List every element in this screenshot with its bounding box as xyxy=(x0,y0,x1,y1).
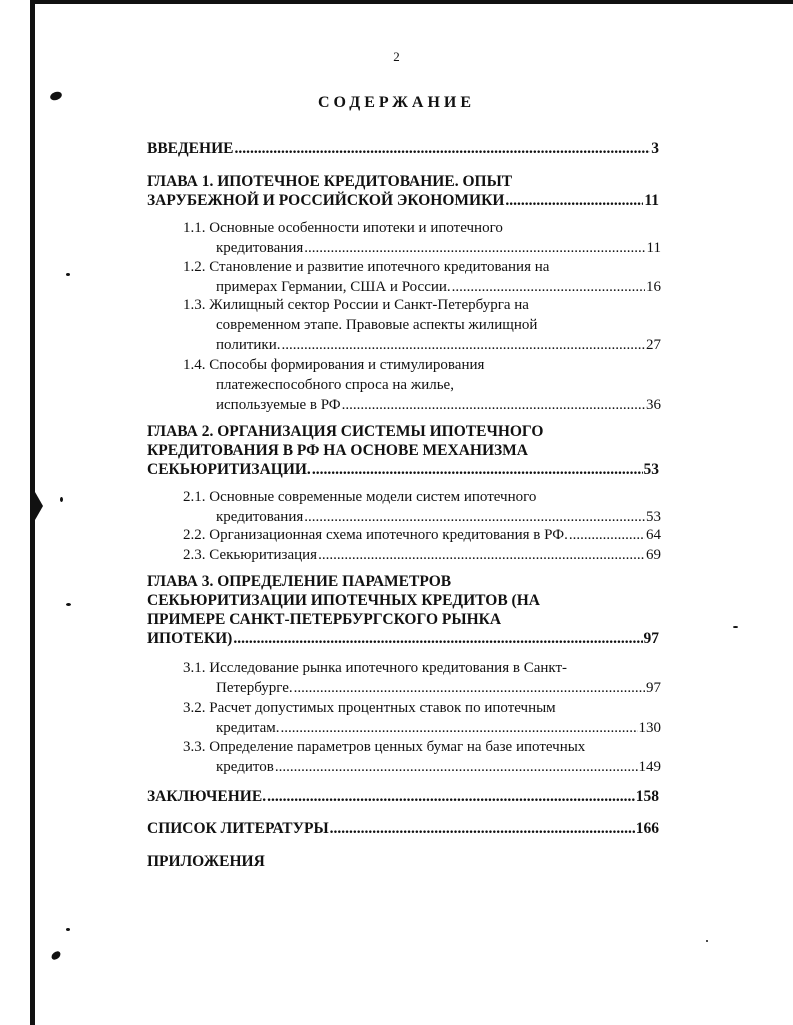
entry-page-number: 130 xyxy=(638,720,661,736)
entry-page-number: 64 xyxy=(646,527,661,543)
entry-title-line: КРЕДИТОВАНИЯ В РФ НА ОСНОВЕ МЕХАНИЗМА xyxy=(147,442,528,459)
entry-page-number: 11 xyxy=(644,192,659,209)
entry-title-line: 3.1. Исследование рынка ипотечного кредитования в Санкт- xyxy=(183,660,568,676)
entry-title-line: 1.2. Становление и развитие ипотечного кредитования на xyxy=(183,259,550,275)
entry-title-line: примерах Германии, США и России. xyxy=(216,279,451,295)
entry-page-number: 166 xyxy=(635,820,659,837)
entry-title-line: СЕКЬЮРИТИЗАЦИИ. xyxy=(147,461,311,478)
entry-title-line: СЕКЬЮРИТИЗАЦИИ ИПОТЕЧНЫХ КРЕДИТОВ (НА xyxy=(147,592,540,609)
dot-leader xyxy=(281,718,638,738)
scan-speck xyxy=(733,626,738,628)
entry-page-number: 11 xyxy=(646,240,661,256)
entry-page-number: 53 xyxy=(643,461,659,478)
entry-title-line: ИПОТЕКИ) xyxy=(147,630,233,647)
entry-page-number: 69 xyxy=(646,547,661,563)
dot-leader xyxy=(452,277,645,297)
entry-title-line: 3.3. Определение параметров ценных бумаг на базе ипотечных xyxy=(183,739,586,755)
entry-title-line: платежеспособного спроса на жилье, xyxy=(216,377,454,393)
toc-entry-section-3-1[interactable] xyxy=(183,658,661,698)
entry-page-number: 3 xyxy=(651,140,659,157)
dot-leader xyxy=(318,545,645,565)
toc-entry-section-2-2[interactable] xyxy=(183,525,661,545)
entry-title: ЗАКЛЮЧЕНИЕ. xyxy=(147,788,267,805)
entry-page-number: 158 xyxy=(635,788,659,805)
toc-entry-chapter-1[interactable] xyxy=(147,172,659,210)
toc-entry-section-1-3[interactable] xyxy=(183,295,661,355)
entry-title-line: современном этапе. Правовые аспекты жилищной xyxy=(216,317,538,333)
scan-notch xyxy=(35,492,43,520)
entry-title-line: ГЛАВА 1. ИПОТЕЧНОЕ КРЕДИТОВАНИЕ. ОПЫТ xyxy=(147,173,513,190)
entry-page-number: 53 xyxy=(646,509,661,525)
dot-leader xyxy=(569,525,645,545)
entry-title-line: кредитования xyxy=(216,240,304,256)
toc-entry-section-1-2[interactable] xyxy=(183,257,661,297)
toc-entry-section-3-2[interactable] xyxy=(183,698,661,738)
entry-title-line: 1.4. Способы формирования и стимулирования xyxy=(183,357,485,373)
dot-leader xyxy=(304,507,645,527)
entry-title-line: политики. xyxy=(216,337,281,353)
toc-entry-chapter-2[interactable] xyxy=(147,422,659,479)
scan-speck xyxy=(66,273,70,276)
dot-leader xyxy=(234,139,650,158)
entry-title-line: ГЛАВА 3. ОПРЕДЕЛЕНИЕ ПАРАМЕТРОВ xyxy=(147,573,452,590)
dot-leader xyxy=(330,819,635,838)
entry-page-number: 149 xyxy=(638,759,661,775)
scan-speck xyxy=(66,928,70,931)
entry-title-line: используемые в РФ xyxy=(216,397,341,413)
dot-leader xyxy=(342,395,645,415)
entry-page-number: 97 xyxy=(643,630,659,647)
toc-entry-appendix[interactable] xyxy=(147,852,659,871)
scan-speck xyxy=(50,950,62,962)
entry-title-line: 1.1. Основные особенности ипотеки и ипотечного xyxy=(183,220,503,236)
dot-leader xyxy=(233,629,642,648)
dot-leader xyxy=(294,678,645,698)
toc-entry-introduction[interactable] xyxy=(147,139,659,158)
entry-title-line: ПРИМЕРЕ САНКТ-ПЕТЕРБУРГСКОГО РЫНКА xyxy=(147,611,502,628)
entry-page-number: 97 xyxy=(646,680,661,696)
scan-speck xyxy=(60,497,63,502)
entry-title-line: 2.3. Секьюритизация xyxy=(183,547,318,563)
scan-speck xyxy=(706,940,708,942)
toc-entry-section-2-3[interactable] xyxy=(183,545,661,565)
entry-title-line: кредитам. xyxy=(216,720,280,736)
entry-page-number: 36 xyxy=(646,397,661,413)
entry-title-line: 3.2. Расчет допустимых процентных ставок по ипотечным xyxy=(183,700,556,716)
entry-title-line: ЗАРУБЕЖНОЙ И РОССИЙСКОЙ ЭКОНОМИКИ xyxy=(147,192,505,209)
entry-title-line: Петербурге. xyxy=(216,680,293,696)
toc-entry-conclusion[interactable] xyxy=(147,787,659,806)
toc-title: СОДЕРЖАНИЕ xyxy=(317,94,476,111)
entry-title: ПРИЛОЖЕНИЯ xyxy=(147,853,265,870)
toc-entry-section-2-1[interactable] xyxy=(183,487,661,527)
entry-title: СПИСОК ЛИТЕРАТУРЫ xyxy=(147,820,329,837)
dot-leader xyxy=(275,757,638,777)
toc-entry-chapter-3[interactable] xyxy=(147,572,659,648)
scan-speck xyxy=(66,603,71,606)
dot-leader xyxy=(304,238,645,258)
toc-entry-section-3-3[interactable] xyxy=(183,737,661,777)
entry-title-line: 2.2. Организационная схема ипотечного кредитования в РФ. xyxy=(183,527,568,543)
entry-page-number: 16 xyxy=(646,279,661,295)
dot-leader xyxy=(312,460,643,479)
entry-title-line: 1.3. Жилищный сектор России и Санкт-Петербурга на xyxy=(183,297,529,313)
entry-page-number: 27 xyxy=(646,337,661,353)
entry-title-line: ГЛАВА 2. ОРГАНИЗАЦИЯ СИСТЕМЫ ИПОТЕЧНОГО xyxy=(147,423,544,440)
entry-title-line: 2.1. Основные современные модели систем ипотечного xyxy=(183,489,537,505)
toc-entry-section-1-4[interactable] xyxy=(183,355,661,415)
page-number: 2 xyxy=(393,49,400,64)
entry-title: ВВЕДЕНИЕ xyxy=(147,140,234,157)
scan-border-top xyxy=(30,0,793,4)
toc-entry-bibliography[interactable] xyxy=(147,819,659,838)
entry-title-line: кредитов xyxy=(216,759,274,775)
dot-leader xyxy=(282,335,646,355)
dot-leader xyxy=(505,191,643,210)
toc-entry-section-1-1[interactable] xyxy=(183,218,661,258)
entry-title-line: кредитования xyxy=(216,509,304,525)
dot-leader xyxy=(267,787,635,806)
